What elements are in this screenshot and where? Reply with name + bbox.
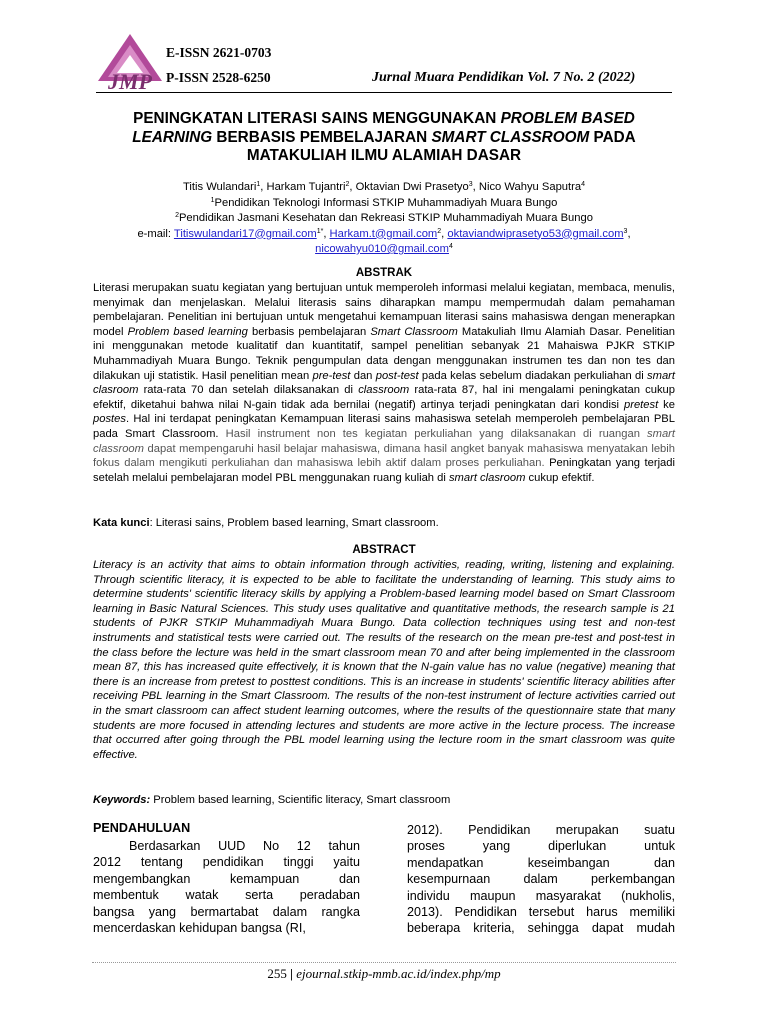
email-link-2[interactable]: Harkam.t@gmail.com xyxy=(329,227,438,240)
keywords: Keywords: Problem based learning, Scientific literacy, Smart classroom xyxy=(93,794,451,806)
email-link-1[interactable]: Titiswulandari17@gmail.com xyxy=(173,227,317,240)
journal-url[interactable]: ejournal.stkip-mmb.ac.id/index.php/mp xyxy=(296,966,501,981)
logo-text: JMP xyxy=(108,69,152,91)
affiliation-2: $^2$Pendidikan Jasmani Kesehatan dan Rekreasi STKIP Muhammadiyah Muara Bungo xyxy=(175,212,593,224)
email-link-4[interactable]: nicowahyu010@gmail.com xyxy=(315,243,449,255)
e-issn: E-ISSN 2621-0703 xyxy=(166,45,272,60)
pendahuluan-heading: PENDAHULUAN xyxy=(93,821,191,835)
page-number: 255 xyxy=(267,966,287,981)
paper-title: PENINGKATAN LITERASI SAINS MENGGUNAKAN PROBLEM BASED LEARNING BERBASIS PEMBELAJARAN SMART CLASSROOM PADA MATAKULIAH ILMU ALAMIAH DASAR xyxy=(132,110,636,164)
email-link-3[interactable]: oktaviandwiprasetyo53@gmail.com xyxy=(447,227,624,240)
author-block: Titis Wulandari$^1$, Harkam Tujantri$^2$, Oktavian Dwi Prasetyo$^3$, Nico Wahyu Saputra$^4$ $^1$Pendidikan Teknologi Informasi STKIP Muhammadiyah Muara Bungo $^2$Pendidikan Jasmani Kesehatan dan Rekreasi STKIP Muhammadiyah Muara Bungo e-mail: Titiswulandari17@gmail.com$^{1*}$, Harkam.t@gmail.com$^2$, oktaviandwiprasetyo53@gmail.com$^3$, nicowahyu010@gmail.com$^4$ xyxy=(96,180,672,258)
email-line: e-mail: Titiswulandari17@gmail.com$^{1*}$, Harkam.t@gmail.com$^2$, oktaviandwiprasetyo53@gmail.com$^3$, xyxy=(137,227,631,240)
journal-title: Jurnal Muara Pendidikan Vol. 7 No. 2 (2022) xyxy=(372,70,636,85)
abstract-heading: ABSTRACT xyxy=(352,544,416,556)
journal-logo xyxy=(96,33,164,91)
body-right-column: 2012). Pendidikan merupakan suatu proses yang diperlukan untuk mendapatkan keseimbangan dan kesempurnaan dalam perkembangan individu maupun masyarakat (nukholis, 2013). Pendidikan tersebut harus memiliki beberapa kriteria, sehingga dapat mudah xyxy=(407,823,675,936)
page-footer: 255 | ejournal.stkip-mmb.ac.id/index.php/mp xyxy=(267,966,501,981)
author-list: Titis Wulandari$^1$, Harkam Tujantri$^2$, Oktavian Dwi Prasetyo$^3$, Nico Wahyu Saputra$^4$ xyxy=(183,181,585,193)
header-rule xyxy=(96,92,672,93)
affiliation-1: $^1$Pendidikan Teknologi Informasi STKIP Muhammadiyah Muara Bungo xyxy=(210,196,558,209)
body-left-column: Berdasarkan UUD No 12 tahun 2012 tentang pendidikan tinggi yaitu mengembangkan kemampuan dan membentuk watak serta peradaban bangsa yang bermartabat dalam rangka mencerdaskan kehidupan bangsa (RI, xyxy=(93,839,360,936)
jmp-logo-icon xyxy=(96,33,164,91)
abstract-text: Literacy is an activity that aims to obtain information through activities, reading, writing, listening and explaining. Through scientific literacy, it is expected to be able to facilitate the understanding of learning. This study aims to determine students' scientific literacy skills by applying a Problem-based learning model based on Smart Classroom learning in Basic Natural Sciences. This study uses qualitative and quantitative methods, the research sample is 21 students of PJKR STKIP Muhammadiyah Muara Bungo. Data collection techniques using test and non-test instruments and statistical tests were carried out. The results of the research on the mean pre-test and post-test in the class before the lecture was held in the smart classroom mean 70 and after being implemented in the classroom mean 87, this has increased quite effectively, it is known that the N-gain value has no value (negative) meaning that there is an increase from pretest to posttest conditions. This is an increase in students' scientific literacy abilities after receiving PBL learning in the Smart Classroom. The results of the non-test instrument of lecture activities carried out in the smart classroom can affect student learning outcomes, where the results of the questionnaire state that many students are more focused in attending lectures and students are more active in the lecture process. The increase that occurred after going through the PBL model learning using the lecture room in the smart classroom was quite effective. xyxy=(93,559,675,761)
abstrak-text: Literasi merupakan suatu kegiatan yang bertujuan untuk memperoleh informasi melalui kegiatan, membaca, menulis, menyimak dan menjelaskan. Melalui literasis sains diharapkan mampu mempermudah dalam pemahaman pembelajaran. Penelitian ini bertujuan untuk mengetahui kemampuan literasi sains mahasiswa dengan menerapkan model Problem based learning berbasis pembelajaran Smart Classroom Matakuliah Ilmu Alamiah Dasar. Penelitian ini menggunakan metode kualitatif dan kuantitatif, sampel penelitian sebanyak 21 Mahaiswa PJKR STKIP Muhammadiyah Muara Bungo. Teknik pengumpulan data dengan menggunakan instrumen tes dan non tes dan dilakukan uji statistik. Hasil penelitian mean pre-test dan post-test pada kelas sebelum diadakan perkuliahan di smart clasroom rata-rata 70 dan setelah dilaksanakan di classroom rata-rata 87, hal ini mengalami peningkatan cukup efektif, diketahui bahwa nilai N-gain tidak ada bernilai (negatif) artinya terjadi peningkatan dari kondisi pretest ke postes. Hal ini terdapat peningkatan Kemampuan literasi sains mahasiswa setelah memperoleh pembelajaran PBL pada Smart Classroom. Hasil instrument non tes kegiatan perkuliahan yang dilaksanakan di ruangan smart classroom dapat mempengaruhi hasil belajar mahasiswa, dimana hasil angket banyak mahasiswa menyatakan lebih fokus dalam mengikuti perkuliahan dan mahasiswa lebih aktif dalam proses perkuliahan. Peningkatan yang terjadi setelah melalui pembelajaran model PBL menggunakan ruang kuliah di smart clasroom cukup efektif. xyxy=(93,282,676,484)
abstrak-heading: ABSTRAK xyxy=(355,267,413,279)
p-issn: P-ISSN 2528-6250 xyxy=(166,70,271,85)
footer-rule xyxy=(92,962,676,963)
kata-kunci: Kata kunci: Literasi sains, Problem based learning, Smart classroom. xyxy=(93,517,439,529)
